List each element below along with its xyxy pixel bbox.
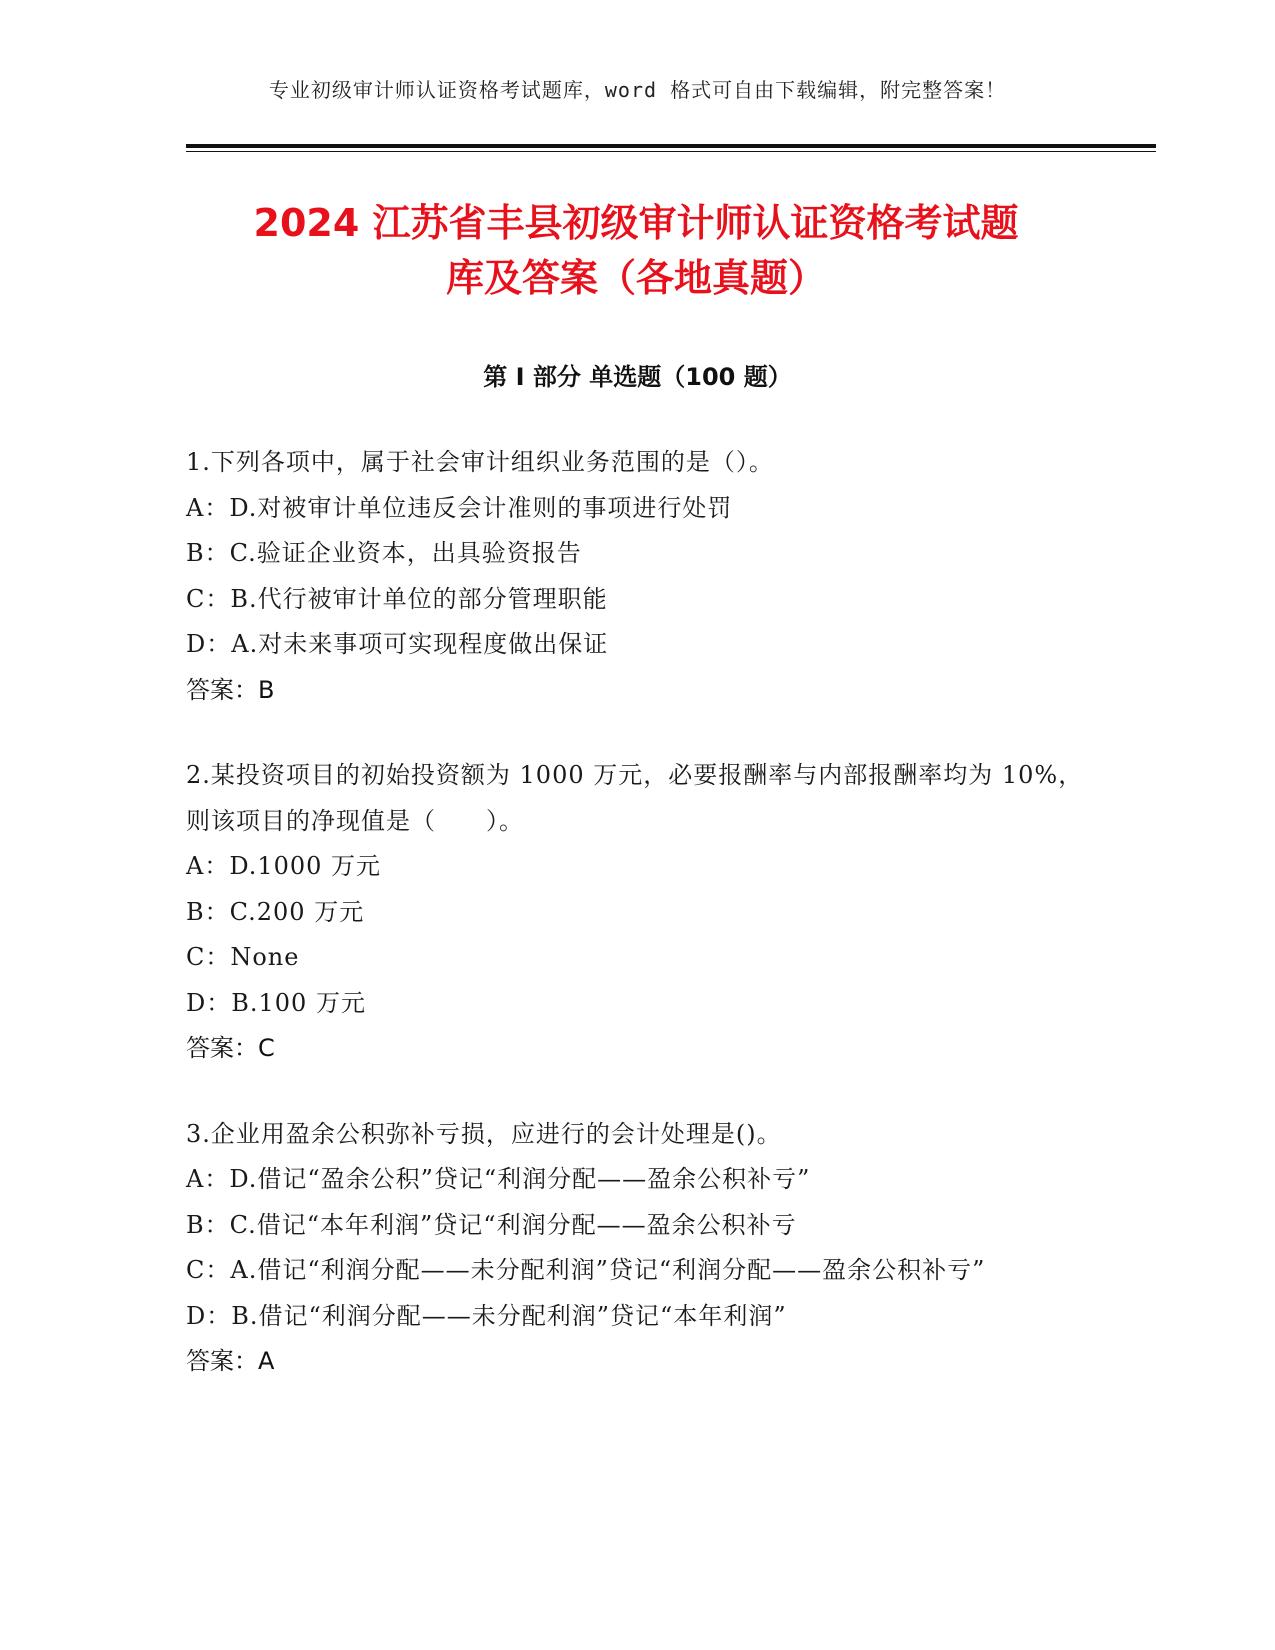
document-title (186, 196, 1086, 306)
header-note: 专业初级审计师认证资格考试题库，word 格式可自由下载编辑，附完整答案！ (268, 78, 1007, 102)
question-stem: 1.下列各项中，属于社会审计组织业务范围的是（）。 (186, 448, 774, 476)
option-b: B：C.200 万元 (186, 897, 365, 926)
option-b: B：C.借记“本年利润”贷记“利润分配——盈余公积补亏 (186, 1210, 797, 1239)
option-b: B：C.验证企业资本，出具验资报告 (186, 539, 582, 567)
option-a: A：D.对被审计单位违反会计准则的事项进行处罚 (186, 493, 733, 522)
question-stem: 3.企业用盈余公积弥补亏损，应进行的会计处理是()。 (186, 1119, 782, 1148)
document-title-line-1: 2024 江苏省丰县初级审计师认证资格考试题 (253, 201, 1019, 245)
option-c: C：None (186, 943, 300, 971)
option-c: C：A.借记“利润分配——未分配利润”贷记“利润分配——盈余公积补亏” (186, 1256, 986, 1284)
question-1 (186, 440, 1086, 713)
option-d: D：B.借记“利润分配——未分配利润”贷记“本年利润” (186, 1301, 787, 1330)
header-rule-thick (186, 144, 1156, 148)
question-stem: 2.某投资项目的初始投资额为 1000 万元，必要报酬率与内部报酬率均为 10%，则该项目的净现值是（ ）。 (186, 761, 1084, 835)
option-a: A：D.借记“盈余公积”贷记“利润分配——盈余公积补亏” (186, 1165, 811, 1193)
answer: 答案：A (186, 1347, 275, 1375)
question-3 (186, 1112, 1086, 1385)
document-title-line-2: 库及答案（各地真题） (445, 256, 826, 300)
answer: 答案：C (186, 1034, 275, 1062)
option-c: C：B.代行被审计单位的部分管理职能 (186, 584, 608, 613)
answer: 答案：B (186, 675, 275, 704)
question-list (186, 440, 1086, 1425)
question-2 (186, 753, 1086, 1072)
option-d: D：A.对未来事项可实现程度做出保证 (186, 630, 609, 658)
section-title: 第 I 部分 单选题（100 题） (483, 363, 792, 391)
option-a: A：D.1000 万元 (186, 852, 382, 880)
header-rule-thin (186, 151, 1156, 152)
option-d: D：B.100 万元 (186, 988, 366, 1017)
